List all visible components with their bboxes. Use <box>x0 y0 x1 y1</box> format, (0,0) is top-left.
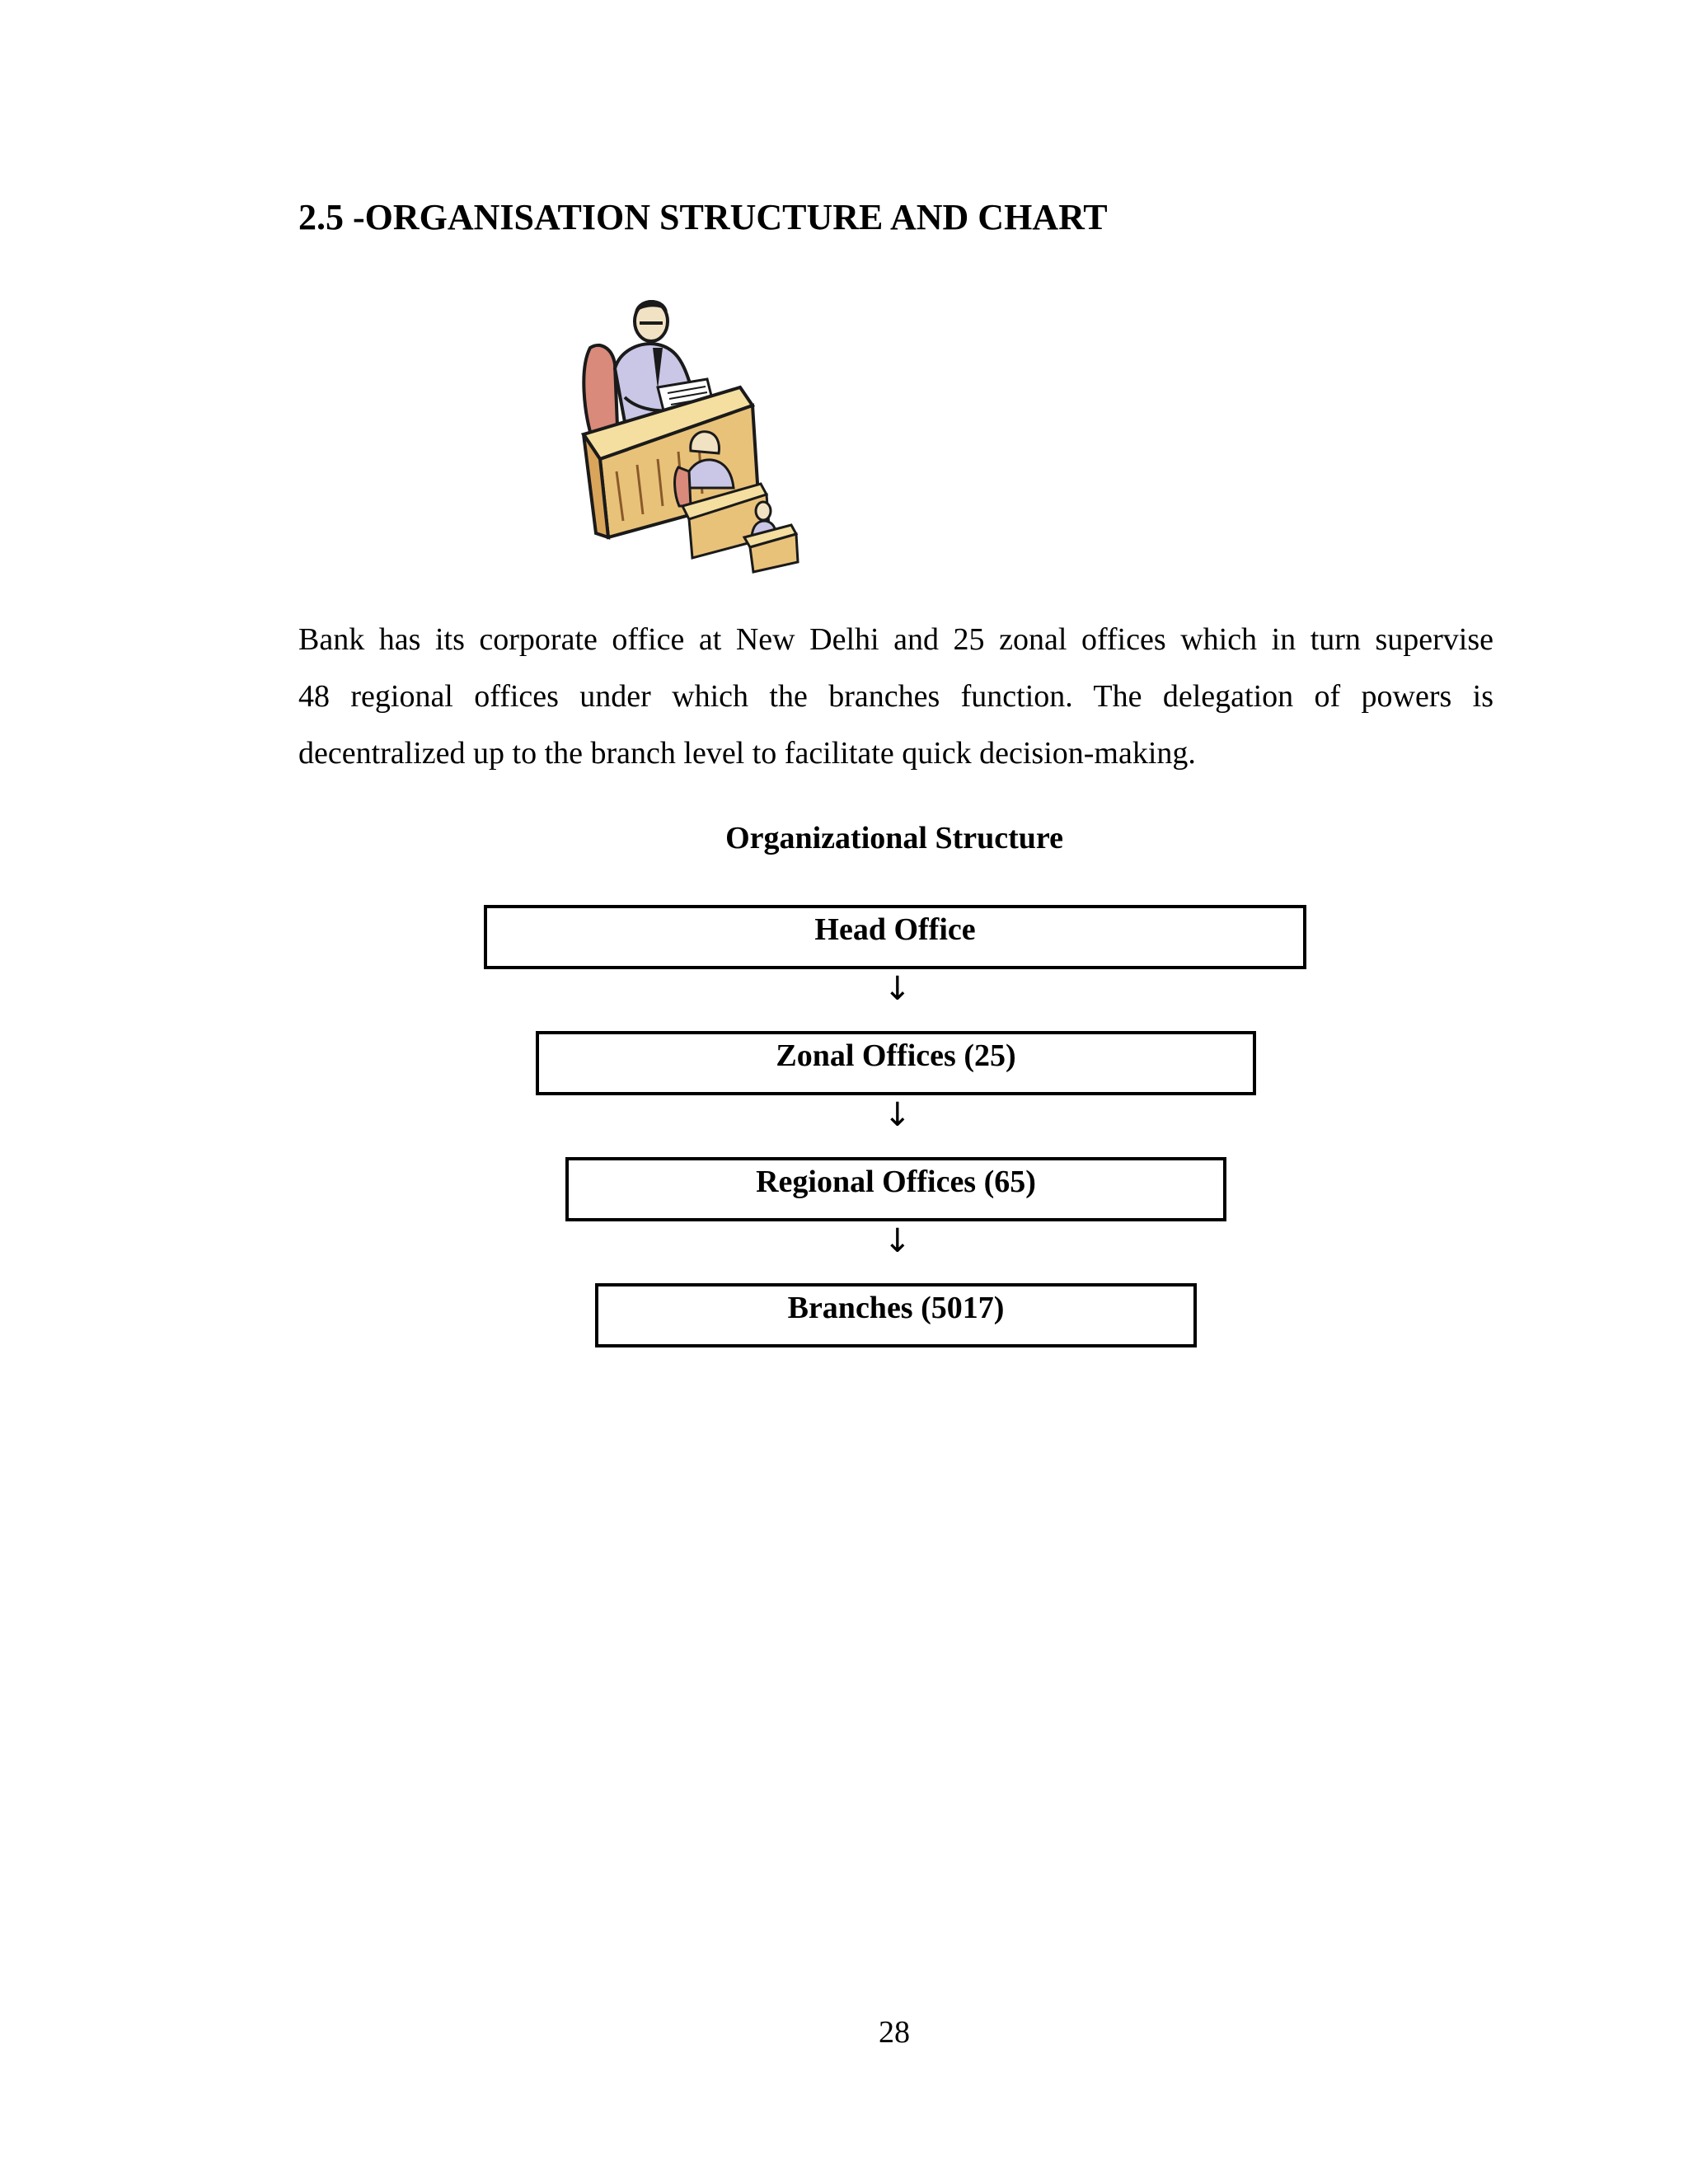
org-box-zonal-offices: Zonal Offices (25) <box>536 1031 1256 1095</box>
section-heading: 2.5 -ORGANISATION STRUCTURE AND CHART <box>298 197 1108 237</box>
down-arrow-icon: ↓ <box>884 970 912 1008</box>
org-box-head-office: Head Office <box>484 905 1306 969</box>
down-arrow-icon: ↓ <box>884 1096 912 1134</box>
paragraph-line: decentralized up to the branch level to facilitate quick decision-making. <box>298 736 1196 771</box>
page-number: 28 <box>879 2015 910 2050</box>
paragraph-line: 48 regional offices under which the branches function. The delegation of powers is <box>298 679 1493 714</box>
org-box-regional-offices: Regional Offices (65) <box>565 1157 1226 1221</box>
paragraph-line: Bank has its corporate office at New Delhi and 25 zonal offices which in turn supervise <box>298 622 1493 657</box>
org-chart-title: Organizational Structure <box>725 821 1063 855</box>
down-arrow-icon: ↓ <box>884 1222 912 1260</box>
org-box-branches: Branches (5017) <box>595 1283 1197 1347</box>
executive-at-desk-clipart-icon <box>575 290 814 574</box>
body-paragraph <box>298 612 1493 782</box>
